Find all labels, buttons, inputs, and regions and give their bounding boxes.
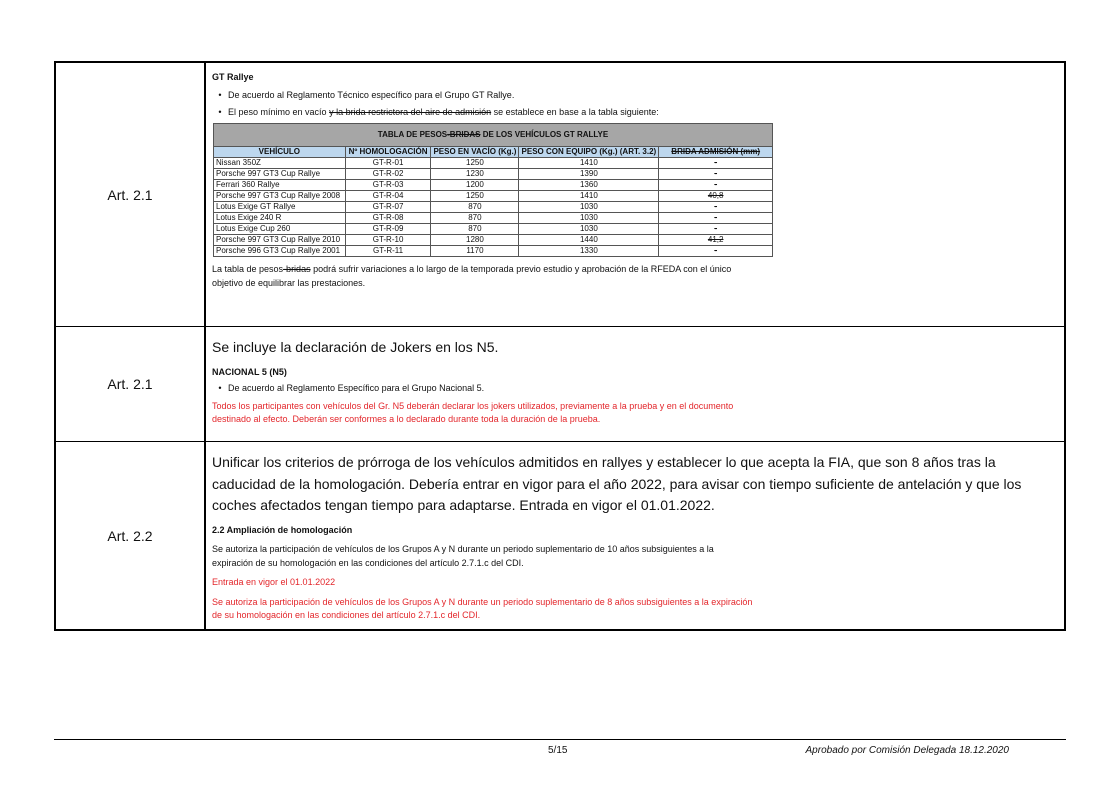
bullet-icon: •: [218, 382, 222, 393]
table-row: [214, 224, 773, 235]
table-cell: Ferrari 360 Rallye: [214, 180, 346, 191]
table-row: [214, 191, 773, 202]
table-cell: 1030: [519, 202, 659, 213]
table-cell: GT-R-11: [345, 246, 431, 257]
article-content: [206, 442, 1064, 629]
bullet-icon: •: [218, 90, 222, 100]
table-header-row: [214, 147, 773, 158]
bullet-icon: •: [218, 107, 222, 117]
bullet-text: De acuerdo al Reglamento Específico para el Grupo Nacional 5.: [228, 382, 485, 393]
table-row: [214, 158, 773, 169]
text-fragment: DE LOS VEHÍCULOS GT RALLYE: [480, 130, 609, 139]
bullet-item: [212, 90, 1058, 100]
new-text-red: [212, 596, 1058, 623]
text-line: Unificar los criterios de prórroga de los vehículos admitidos en rallyes y establecer lo que acepta la FIA, que son 8 años tras la: [212, 454, 996, 470]
table-row: [214, 180, 773, 191]
table-cell: Lotus Exige Cup 260: [214, 224, 346, 235]
table-cell: 1250: [431, 191, 519, 202]
text-line: Se autoriza la participación de vehículos de los Grupos A y N durante un periodo suplementario de 8 años subsiguientes a la expiración: [212, 596, 753, 607]
table-cell: 870: [431, 224, 519, 235]
table-cell: GT-R-08: [345, 213, 431, 224]
table-row: [214, 202, 773, 213]
table-cell: 1410: [519, 191, 659, 202]
table-header-cell: VEHÍCULO: [214, 147, 346, 158]
text-line: caducidad de la homologación. Debería entrar en vigor para el año 2022, para avisar con tiempo suficiente de antelación y que los: [212, 475, 1022, 492]
table-cell: Porsche 997 GT3 Cup Rallye 2008: [214, 191, 346, 202]
table-cell: 1030: [519, 224, 659, 235]
table-cell: Lotus Exige 240 R: [214, 213, 346, 224]
article-content: [206, 63, 1064, 326]
table-cell: GT-R-04: [345, 191, 431, 202]
text-fragment: La tabla de pesos: [212, 264, 284, 274]
table-cell: 1030: [519, 213, 659, 224]
table-cell: GT-R-10: [345, 235, 431, 246]
text-fragment: podrá sufrir variaciones a lo largo de la temporada previo estudio y aprobación de la RFEDA con el único: [310, 264, 732, 274]
table-cell: 1170: [431, 246, 519, 257]
text-fragment: objetivo de equilibrar las prestaciones.: [212, 277, 366, 288]
table-cell: -: [659, 224, 773, 235]
table-header-cell: PESO CON EQUIPO (Kg.) (ART. 3.2): [519, 147, 659, 158]
table-cell: Lotus Exige GT Rallye: [214, 202, 346, 213]
text-line: de su homologación en las condiciones del artículo 2.7.1.c del CDI.: [212, 610, 481, 621]
table-cell: -: [659, 158, 773, 169]
table-cell: GT-R-02: [345, 169, 431, 180]
table-cell: 1410: [519, 158, 659, 169]
table-cell: Nissan 350Z: [214, 158, 346, 169]
table-cell: Porsche 997 GT3 Cup Rallye 2010: [214, 235, 346, 246]
section-title: 2.2 Ampliación de homologación: [212, 525, 353, 536]
table-cell: 1230: [431, 169, 519, 180]
table-cell: 1280: [431, 235, 519, 246]
table-cell: 1330: [519, 246, 659, 257]
old-text: [212, 543, 1058, 570]
proposal-heading: [212, 452, 1058, 517]
effective-date-red: Entrada en vigor el 01.01.2022: [212, 577, 336, 588]
struck-text: -bridas: [283, 264, 311, 274]
text-fragment: se establece en base a la tabla siguiente:: [491, 107, 659, 117]
struck-text: y la brida restrictora del aire de admisión: [329, 107, 492, 117]
bullet-item: [212, 383, 1058, 393]
table-cell: 40,8: [659, 191, 773, 202]
table-header-cell: BRIDA ADMISIÓN (mm): [659, 147, 773, 158]
section-title: GT Rallye: [212, 72, 254, 82]
table-cell: GT-R-03: [345, 180, 431, 191]
table-cell: 870: [431, 202, 519, 213]
table-cell: GT-R-07: [345, 202, 431, 213]
page-number: 5/15: [548, 745, 568, 756]
table-cell: GT-R-09: [345, 224, 431, 235]
table-cell: GT-R-01: [345, 158, 431, 169]
table-row: [214, 246, 773, 257]
new-text-red: [212, 400, 1058, 427]
text-fragment: El peso mínimo en vacío: [228, 107, 330, 117]
table-cell: -: [659, 213, 773, 224]
text-line: Se autoriza la participación de vehículos de los Grupos A y N durante un periodo suplementario de 10 años subsiguientes a la: [212, 544, 714, 555]
table-cell: -: [659, 169, 773, 180]
table-caption: [214, 124, 773, 147]
table-cell: 1390: [519, 169, 659, 180]
footer-divider: [54, 739, 1066, 740]
bullet-text: [228, 107, 659, 117]
article-label: Art. 2.2: [56, 442, 206, 629]
struck-text: -BRIDAS: [447, 130, 481, 139]
row-nacional-5: [56, 327, 1064, 442]
text-fragment: TABLA DE PESOS: [377, 130, 448, 139]
table-row: [214, 213, 773, 224]
bullet-item: [212, 107, 1058, 117]
bullet-text: De acuerdo al Reglamento Técnico específico para el Grupo GT Rallye.: [228, 90, 515, 100]
table-cell: 41,2: [659, 235, 773, 246]
gt-weights-table: [213, 123, 773, 257]
table-cell: 1200: [431, 180, 519, 191]
proposal-heading: Se incluye la declaración de Jokers en los N5.: [212, 339, 499, 355]
table-row: [214, 235, 773, 246]
table-cell: -: [659, 246, 773, 257]
text-line: destinado al efecto. Deberán ser conformes a lo declarado durante toda la duración de la prueba.: [212, 414, 601, 425]
text-line: Todos los participantes con vehículos del Gr. N5 deberán declarar los jokers utilizados, previamente a la prueba y en el documento: [212, 400, 734, 411]
text-line: coches afectados tengan tiempo para adaptarse. Entrada en vigor el 01.01.2022.: [212, 497, 715, 514]
table-cell: 870: [431, 213, 519, 224]
table-cell: -: [659, 202, 773, 213]
table-header-cell: Nº HOMOLOGACIÓN: [345, 147, 431, 158]
changes-table: [54, 61, 1066, 631]
table-header-cell: PESO EN VACÍO (Kg.): [431, 147, 519, 158]
table-cell: -: [659, 180, 773, 191]
table-cell: Porsche 997 GT3 Cup Rallye: [214, 169, 346, 180]
row-gt-rallye: [56, 63, 1064, 327]
table-note: [212, 263, 1058, 290]
table-cell: Porsche 996 GT3 Cup Rallye 2001: [214, 246, 346, 257]
row-homologacion: [56, 442, 1064, 629]
article-label: Art. 2.1: [56, 327, 206, 441]
table-row: [214, 169, 773, 180]
article-label: Art. 2.1: [56, 63, 206, 326]
table-cell: 1440: [519, 235, 659, 246]
table-cell: 1250: [431, 158, 519, 169]
approval-note: Aprobado por Comisión Delegada 18.12.2020: [805, 745, 1009, 756]
table-cell: 1360: [519, 180, 659, 191]
section-title: NACIONAL 5 (N5): [212, 366, 287, 377]
article-content: [206, 327, 1064, 441]
text-line: expiración de su homologación en las condiciones del artículo 2.7.1.c del CDI.: [212, 557, 524, 568]
